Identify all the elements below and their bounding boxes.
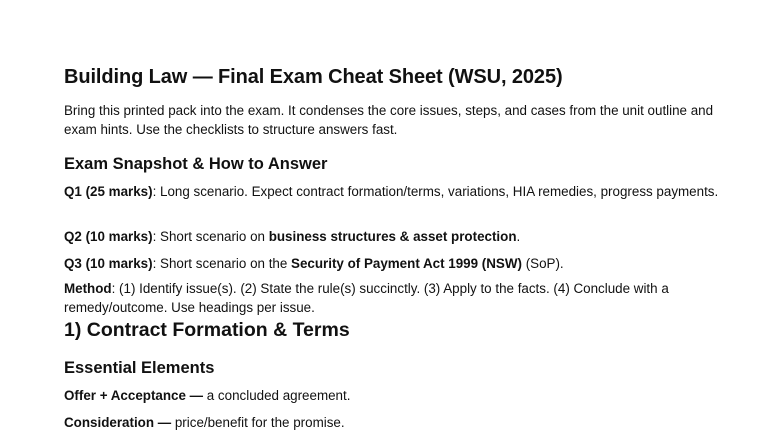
- q3-paragraph: [64, 254, 724, 273]
- intro-paragraph: Bring this printed pack into the exam. It condenses the core issues, steps, and cases from the unit outline and exam hints. Use the checklists to structure answers fast.: [64, 103, 714, 137]
- element-label: Offer + Acceptance —: [64, 388, 204, 403]
- q3-text-after: (SoP).: [521, 256, 564, 271]
- q2-text-before: : Short scenario on: [152, 229, 269, 244]
- element-text: price/benefit for the promise.: [171, 415, 345, 430]
- q1-text: : Long scenario. Expect contract formation/terms, variations, HIA remedies, progress payments.: [152, 184, 719, 199]
- element-label: Consideration —: [64, 415, 172, 430]
- section-1-heading: 1) Contract Formation & Terms: [64, 319, 350, 341]
- exam-snapshot-heading: Exam Snapshot & How to Answer: [64, 155, 328, 173]
- element-text: a concluded agreement.: [203, 388, 351, 403]
- method-paragraph: [64, 279, 724, 317]
- q2-emphasis: business structures & asset protection: [268, 229, 517, 244]
- q3-emphasis: Security of Payment Act 1999 (NSW): [291, 256, 522, 271]
- element-item-offer: [64, 386, 724, 405]
- q2-text-after: .: [516, 229, 521, 244]
- essential-elements-heading: Essential Elements: [64, 359, 215, 377]
- page-title: Building Law — Final Exam Cheat Sheet (WSU, 2025): [64, 66, 563, 88]
- q2-paragraph: [64, 227, 724, 246]
- q1-paragraph: [64, 182, 724, 201]
- element-item-consideration: [64, 413, 724, 432]
- q3-label: Q3 (10 marks): [64, 256, 153, 271]
- method-label: Method: [64, 281, 112, 296]
- q2-label: Q2 (10 marks): [64, 229, 153, 244]
- method-text: : (1) Identify issue(s). (2) State the rule(s) succinctly. (3) Apply to the facts. (4) Conclude with a remedy/outcome. Use headings per issue.: [64, 281, 669, 315]
- q3-text-before: : Short scenario on the: [152, 256, 292, 271]
- q1-label: Q1 (25 marks): [64, 184, 153, 199]
